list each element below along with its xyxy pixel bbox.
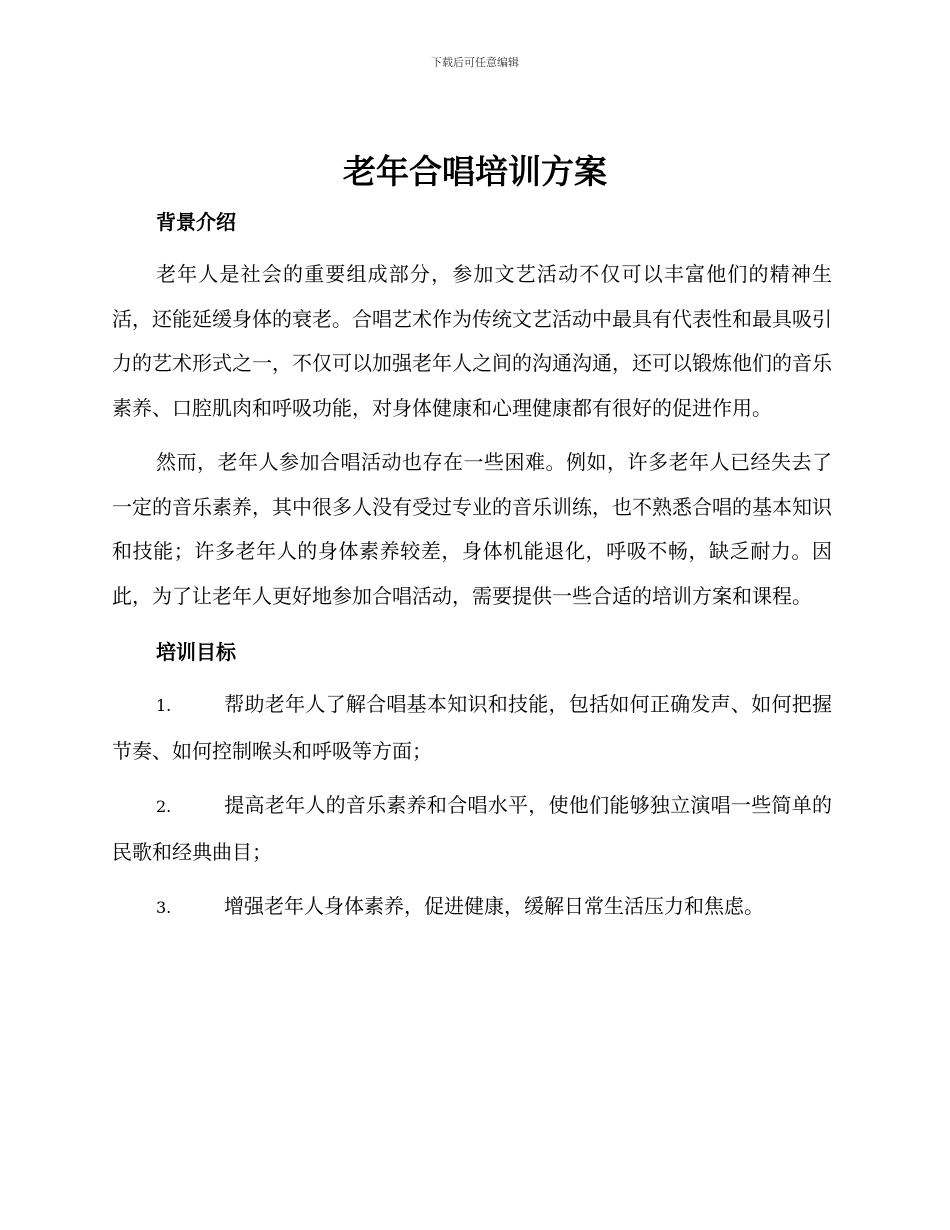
section-heading-goals: 培训目标 <box>156 640 236 664</box>
document-body <box>112 202 832 931</box>
goal-list-item <box>112 783 832 874</box>
document-title: 老年合唱培训方案 <box>343 152 607 191</box>
list-number: 1. <box>156 696 172 715</box>
page-header-note: 下载后可任意编辑 <box>431 56 519 69</box>
list-number: 2. <box>156 797 172 816</box>
paragraph-background-1: 老年人是社会的重要组成部分，参加文艺活动不仅可以丰富他们的精神生活，还能延缓身体的衰老。合唱艺术作为传统文艺活动中最具有代表性和最具吸引力的艺术形式之一，不仅可以加强老年人之间的沟通沟通，还可以锻炼他们的音乐素养、口腔肌肉和呼吸功能，对身体健康和心理健康都有很好的促进作用。 <box>112 262 832 420</box>
list-item-text: 帮助老年人了解合唱基本知识和技能，包括如何正确发声、如何把握节奏、如何控制喉头和呼吸等方面； <box>112 692 832 763</box>
section-heading-background: 背景介绍 <box>156 210 236 234</box>
list-item-text: 增强老年人身体素养，促进健康，缓解日常生活压力和焦虑。 <box>224 894 764 918</box>
list-number: 3. <box>156 898 172 917</box>
goal-list-item <box>112 884 832 931</box>
goal-list-item <box>112 682 832 773</box>
list-item-text: 提高老年人的音乐素养和合唱水平，使他们能够独立演唱一些简单的民歌和经典曲目； <box>112 793 832 864</box>
paragraph-background-2: 然而，老年人参加合唱活动也存在一些困难。例如，许多老年人已经失去了一定的音乐素养，其中很多人没有受过专业的音乐训练，也不熟悉合唱的基本知识和技能；许多老年人的身体素养较差，身体机能退化，呼吸不畅，缺乏耐力。因此，为了让老年人更好地参加合唱活动，需要提供一些合适的培训方案和课程。 <box>112 450 832 608</box>
